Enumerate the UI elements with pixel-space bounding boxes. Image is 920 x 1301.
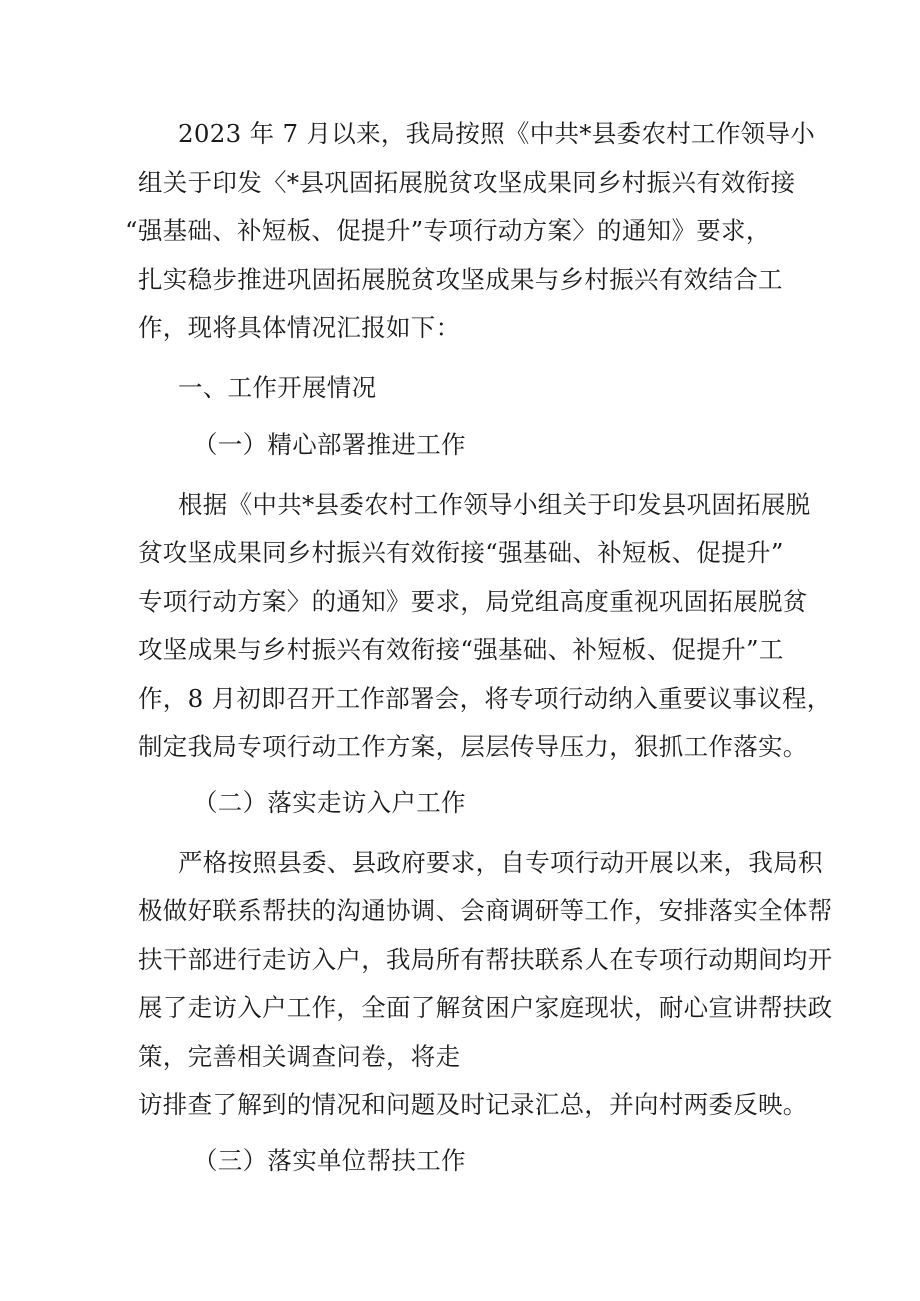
intro-line-4: 扎实稳步推进巩固拓展脱贫攻坚成果与乡村振兴有效结合工 xyxy=(138,265,783,294)
sub1-line-3: 专项行动方案〉的通知》要求，局党组高度重视巩固拓展脱贫 xyxy=(138,587,808,616)
sub2-line-3: 扶干部进行走访入户，我局所有帮扶联系人在专项行动期间均开 xyxy=(138,945,833,974)
sub2-line-1: 严格按照县委、县政府要求，自专项行动开展以来，我局积 xyxy=(178,848,823,877)
intro-line-2: 组关于印发〈*县巩固拓展脱贫攻坚成果同乡村振兴有效衔接 xyxy=(138,168,796,197)
sub1-line-4: 攻坚成果与乡村振兴有效衔接“强基础、补短板、促提升”工 xyxy=(138,635,784,664)
sub2-line-5: 策，完善相关调查问卷，将走 xyxy=(138,1042,461,1071)
sub2-line-4: 展了走访入户工作，全面了解贫困户家庭现状，耐心宣讲帮扶政 xyxy=(138,993,833,1022)
sub2-line-6: 访排查了解到的情况和问题及时记录汇总，并向村两委反映。 xyxy=(138,1090,808,1119)
intro-line-3: “强基础、补短板、促提升”专项行动方案〉的通知》要求， xyxy=(125,216,771,245)
section-heading: 一、工作开展情况 xyxy=(178,373,377,402)
intro-line-1: 2023 年 7 月以来，我局按照《中共*县委农村工作领导小 xyxy=(178,119,816,148)
subsection-2-heading: （二）落实走访入户工作 xyxy=(193,788,466,817)
intro-line-5: 作，现将具体情况汇报如下： xyxy=(138,313,461,342)
subsection-1-heading: （一）精心部署推进工作 xyxy=(193,430,466,459)
sub1-line-1: 根据《中共*县委农村工作领导小组关于印发县巩固拓展脱 xyxy=(178,490,811,519)
subsection-3-heading: （三）落实单位帮扶工作 xyxy=(193,1146,466,1175)
sub1-line-6: 制定我局专项行动工作方案，层层传导压力，狠抓工作落实。 xyxy=(138,732,808,761)
sub1-line-5: 作，8 月初即召开工作部署会，将专项行动纳入重要议事议程， xyxy=(138,684,832,713)
sub1-line-2: 贫攻坚成果同乡村振兴有效衔接“强基础、补短板、促提升” xyxy=(138,538,784,567)
sub2-line-2: 极做好联系帮扶的沟通协调、会商调研等工作，安排落实全体帮 xyxy=(138,896,833,925)
